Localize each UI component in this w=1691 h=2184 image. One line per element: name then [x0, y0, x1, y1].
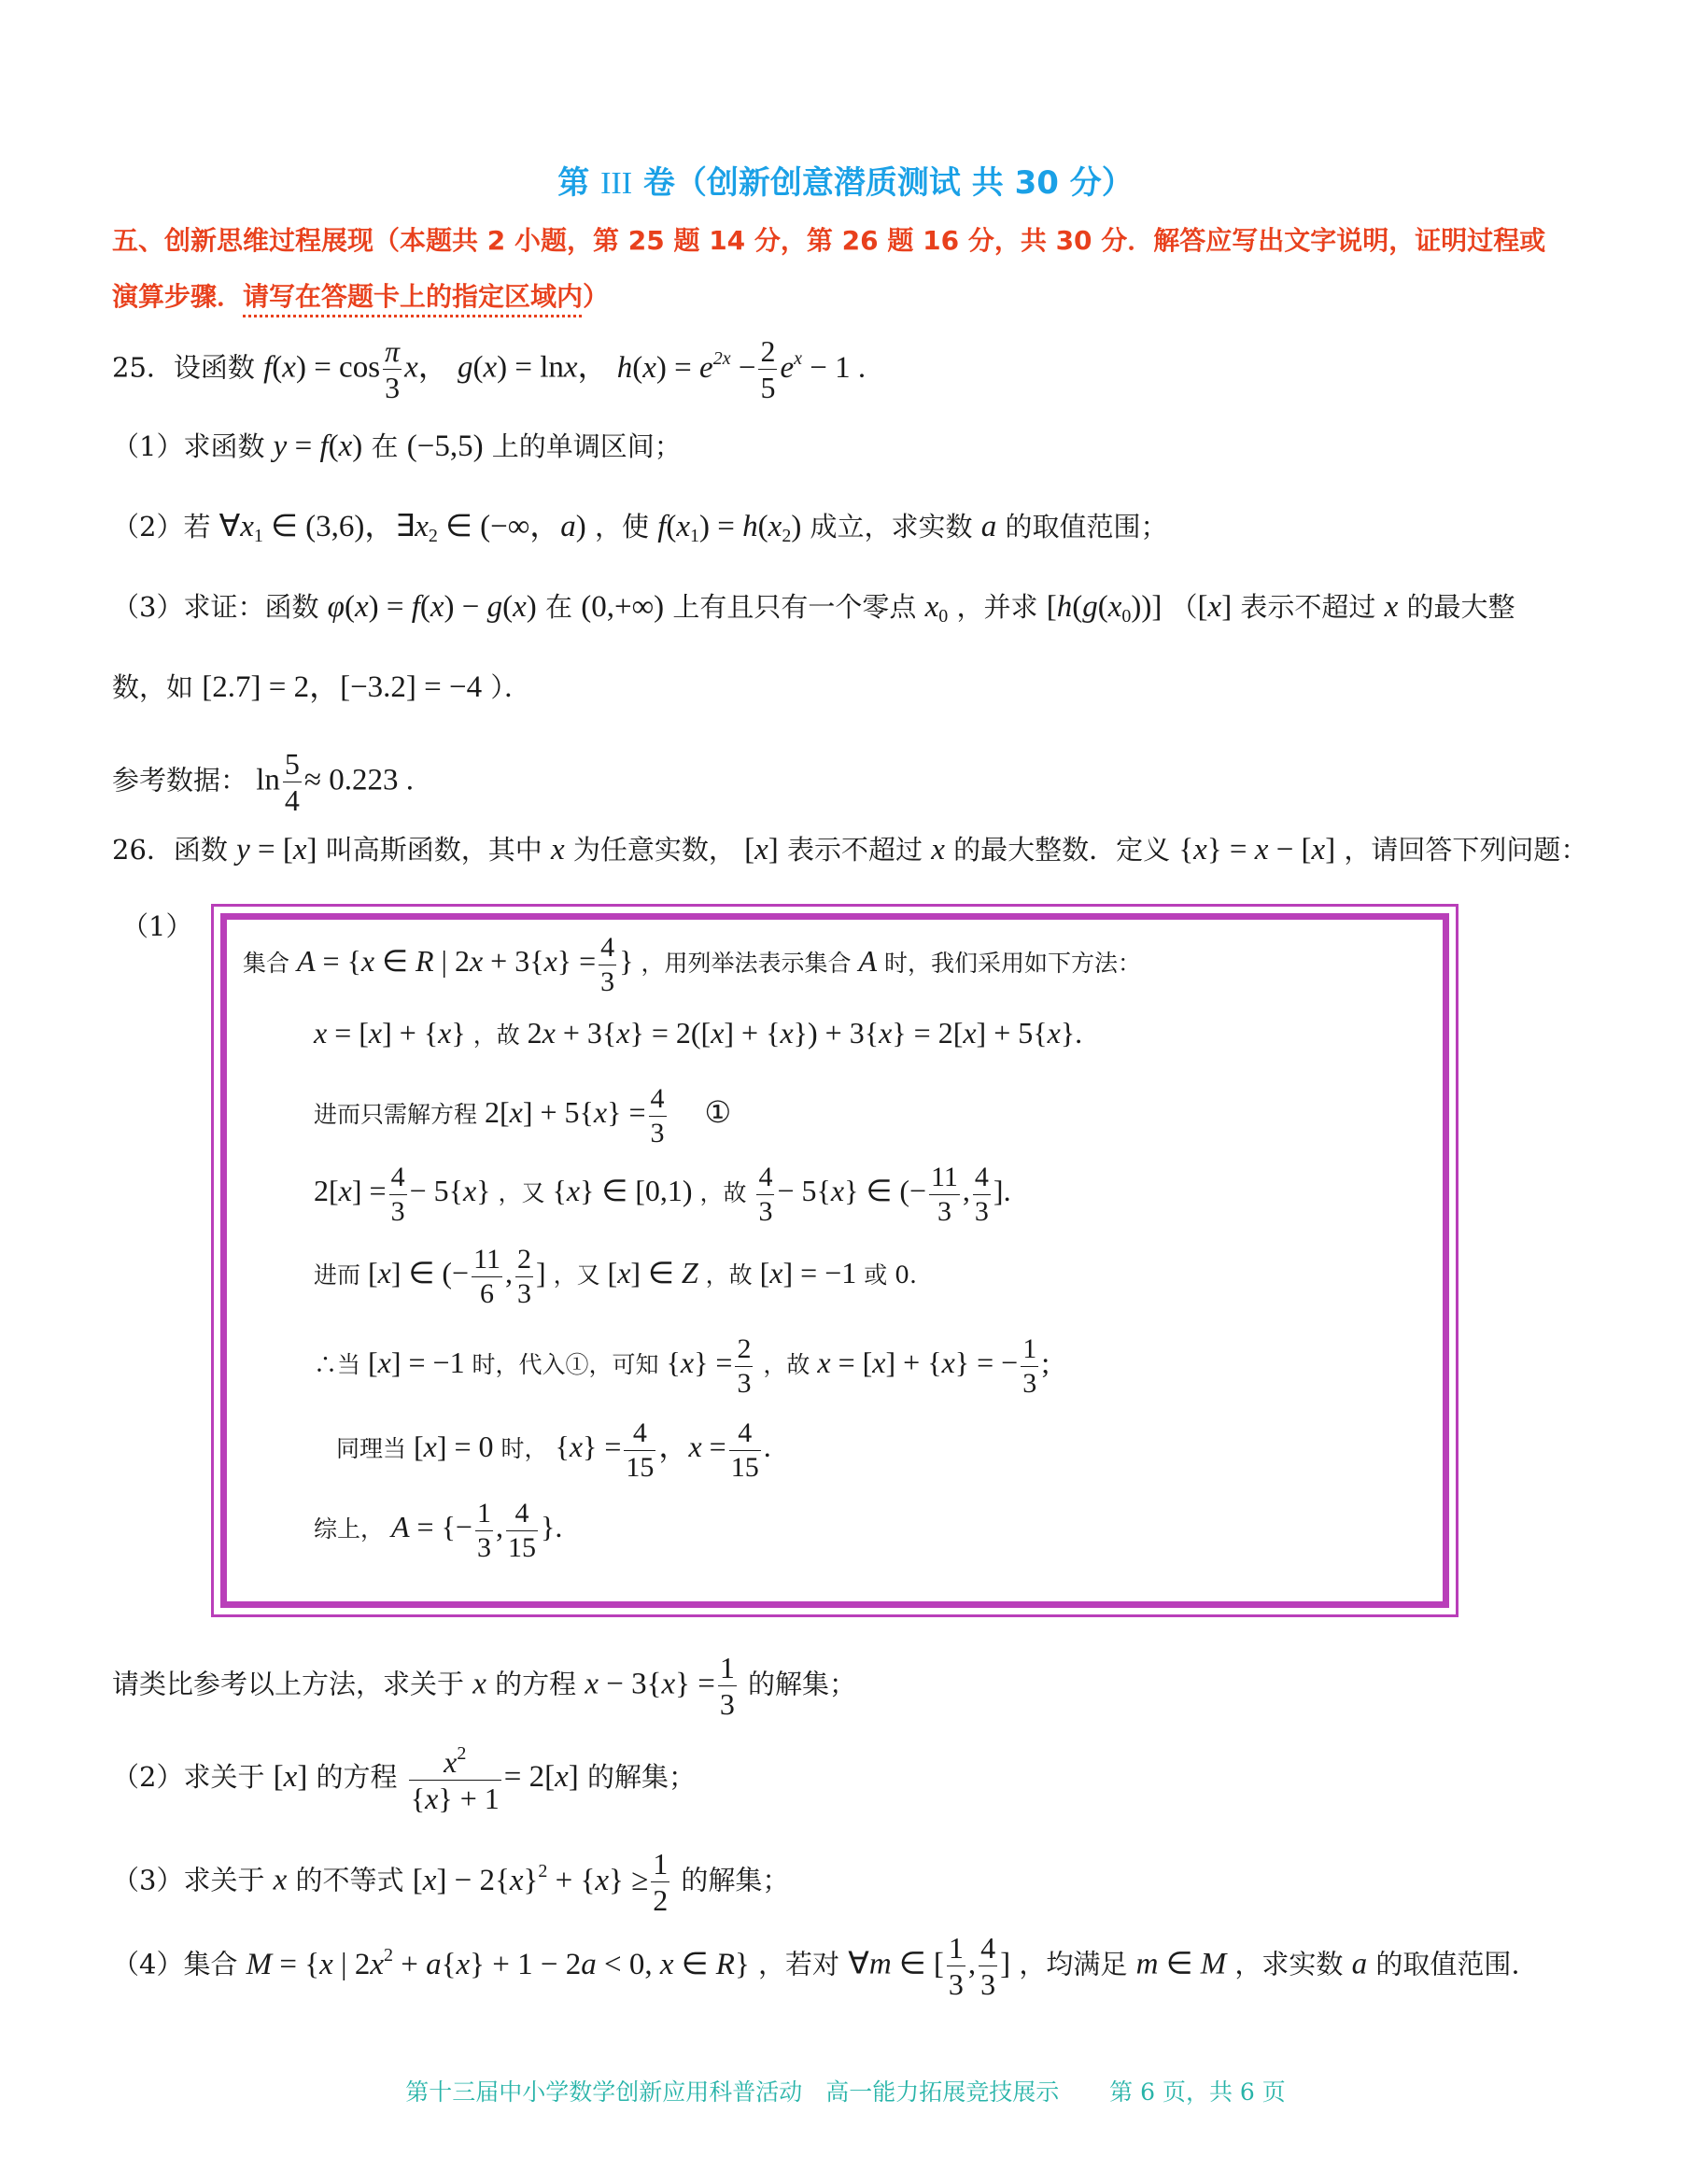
q25-part1: （1）求函数 y = f(x) 在 (−5,5) 上的单调区间；: [112, 430, 682, 463]
g-definition: g(x) = lnx，: [457, 350, 609, 385]
frac-4-3: $\frac{4}{3}$: [974, 1162, 989, 1227]
box-l5-a: 进而: [314, 1261, 361, 1289]
q25-p2-text-b: 成立，求实数: [810, 511, 973, 542]
q25-p1-text-a: 在: [371, 430, 399, 462]
box-line-6: ∴当 [x] = −1 时，代入①，可知 {x} = $\frac{2}{3}$ ，故 x = [x] + {x} = − $\frac{1}{3}$ ;: [314, 1333, 1050, 1399]
q25-part2: （2）若 $\forall x_1$ ∈ (3,6)，$\exists x_2$ ∈ (−∞，a) ，使 $f(x_1) = h(x_2)$ 成立，求实数 a 的取值范围；: [112, 510, 1168, 546]
box-l5-d: 或 0.: [864, 1261, 918, 1289]
q26-p4-label: （4）集合: [112, 1948, 238, 1980]
circle-one-marker: ①: [704, 1095, 732, 1129]
q25-p3-label: （3）求证：函数: [112, 591, 319, 623]
section-instruction-line1: 五、创新思维过程展现（本题共 2 小题，第 25 题 14 分，第 26 题 16 分，共 30 分．解答应写出文字说明，证明过程或: [112, 225, 1546, 256]
f-definition: f(x) = cos: [263, 350, 381, 385]
box-line-8: 综上， A = {− $\frac{1}{3}$ , $\frac{4}{15}$ }.: [314, 1498, 563, 1563]
frac-4-3: $\frac{4}{3}$: [650, 1083, 665, 1148]
box-l5-c: ，故: [705, 1261, 753, 1289]
frac-4-3: $\frac{4}{3}$: [390, 1162, 405, 1227]
box-line-5: 进而 [x] ∈ (− $\frac{11}{6}$ , $\frac{2}{3}$ ] ，又 [x] ∈ Z ，故 [x] = −1 或 0.: [314, 1244, 918, 1309]
analogy-c: 的解集；: [748, 1668, 857, 1700]
q26-p3-label: （3）求关于: [112, 1864, 265, 1896]
q26-part2: （2）求关于 [x] 的方程 $\frac{x^2}{\{x\} + 1}$ = 2[x] 的解集；: [112, 1743, 696, 1815]
q25-stem: 25．设函数 f(x) = cos $\frac{\pi}{3}$ x， g(x) = lnx， $h(x) = e^{2x}$ − $\frac{2}{5}$ $e^x - 1$ .: [112, 334, 867, 404]
analogy-b: 的方程: [495, 1668, 577, 1700]
box-l6-c: ，故: [763, 1351, 810, 1378]
footer-title: 第十三届中小学数学创新应用科普活动 高一能力拓展竞技展示: [405, 2078, 1060, 2106]
box-l1-c: 时，我们采用如下方法：: [883, 950, 1141, 977]
box-line-1: 集合 A = {x ∈ R | 2x + 3{x} = $\frac{4}{3}$ } ，用列举法表示集合 A 时，我们采用如下方法：: [243, 932, 1141, 997]
box-l2-a: ，故: [472, 1022, 520, 1049]
q26-p2-label: （2）求关于: [112, 1761, 265, 1793]
frac-5-4: $\frac{5}{4}$: [284, 747, 300, 817]
box-line-4: 2[x] = $\frac{4}{3}$ − 5{x} ，又 {x} ∈ [0,1) ，故 $\frac{4}{3}$ − 5{x} ∈ (− $\frac{11}{3}$ , $\frac{4}{3}$ ].: [314, 1162, 1011, 1227]
q26-stem-c: 为任意实数，: [572, 834, 736, 866]
q25-p3-text-f: 的最大整: [1406, 591, 1515, 623]
q26-p3-a: 的不等式: [295, 1864, 404, 1896]
frac-11-3: $\frac{11}{3}$: [931, 1162, 958, 1227]
frac-2-5: $\frac{2}{5}$: [760, 334, 776, 404]
box-l3-a: 进而只需解方程: [314, 1101, 478, 1128]
q26-stem-e: 的最大整数．定义: [953, 834, 1171, 866]
frac-1-3: $\frac{1}{3}$: [719, 1651, 735, 1721]
q25-p3-line2-b: ）．: [490, 671, 531, 703]
box-l4-b: ，故: [699, 1179, 747, 1206]
box-l7-b: 时，: [500, 1435, 548, 1462]
instruction-part-a: 演算步骤．: [112, 281, 244, 312]
frac-1-3: $\frac{1}{3}$: [476, 1498, 491, 1563]
box-l5-b: ，又: [553, 1261, 600, 1289]
instruction-part-c: ）: [583, 281, 610, 312]
box-l8-a: 综上，: [314, 1515, 385, 1543]
footer-page-number: 第 6 页，共 6 页: [1109, 2078, 1286, 2106]
h-definition: $h(x) = e^{2x}$ −: [616, 347, 756, 385]
instruction-emphasis: 请写在答题卡上的指定区域内: [243, 281, 584, 312]
q25-p3-text-e: 表示不超过: [1240, 591, 1376, 623]
box-line-2: x = [x] + {x} ，故 2x + 3{x} = 2([x] + {x}) + 3{x} = 2[x] + 5{x}.: [314, 1016, 1083, 1050]
q25-reference: 参考数据： ln $\frac{5}{4}$ ≈ 0.223 .: [112, 747, 415, 817]
box-l1-b: ，用列举法表示集合: [641, 950, 852, 977]
q25-p3-text-d: （: [1170, 591, 1198, 623]
frac-1-3: $\frac{1}{3}$: [1022, 1333, 1037, 1399]
frac-x2-over-fx1: $\frac{x^2}{\{x\} + 1}$: [410, 1743, 500, 1815]
q25-part3: （3）求证：函数 φ(x) = f(x) − g(x) 在 (0,+∞) 上有且只有一个零点 $x_0$ ，并求 $[h(g(x_0))]$ （[x] 表示不超过 x 的最大整: [112, 590, 1515, 627]
ref-label: 参考数据：: [112, 764, 248, 796]
box-line-3: 进而只需解方程 2[x] + 5{x} = $\frac{4}{3}$ ①: [314, 1083, 732, 1148]
q26-p4-a: ，若对: [758, 1948, 840, 1980]
q26-stem-d: 表示不超过: [786, 834, 923, 866]
box-l1-a: 集合: [243, 950, 290, 977]
box-line-7: 同理当 [x] = 0 时， {x} = $\frac{4}{15}$ ，x = $\frac{4}{15}$ .: [336, 1417, 771, 1483]
q25-p3-text-b: 上有且只有一个零点: [672, 591, 917, 623]
q26-p4-d: 的取值范围.: [1375, 1948, 1520, 1980]
section-title: [0, 157, 1691, 203]
q25-p3-text-a: 在: [545, 591, 573, 623]
frac-2-3: $\frac{2}{3}$: [737, 1333, 752, 1399]
page-footer: [0, 2074, 1691, 2107]
frac-4-3: $\frac{4}{3}$: [758, 1162, 773, 1227]
q26-stem-a: 26．函数: [112, 834, 228, 866]
q26-p2-a: 的方程: [316, 1761, 398, 1793]
frac-4-3: $\frac{4}{3}$: [600, 932, 615, 997]
frac-4-15: $\frac{4}{15}$: [507, 1498, 536, 1563]
section-instruction-line2: [112, 276, 609, 314]
analogy-a: 请类比参考以上方法，求关于: [112, 1668, 465, 1700]
q26-part1-task: 请类比参考以上方法，求关于 x 的方程 x − 3{x} = $\frac{1}{3}$ 的解集；: [112, 1651, 857, 1721]
frac-11-6: $\frac{11}{6}$: [473, 1244, 500, 1309]
q26-part3: （3）求关于 x 的不等式 $[x] - 2\{x\}^2 + \{x\}$ ≥ $\frac{1}{2}$ 的解集；: [112, 1847, 790, 1917]
frac-1-2: $\frac{1}{2}$: [653, 1847, 669, 1917]
q26-stem-b: 叫高斯函数，其中: [325, 834, 543, 866]
title-roman: III: [600, 166, 633, 201]
frac-4-15: $\frac{4}{15}$: [626, 1417, 655, 1483]
frac-4-15: $\frac{4}{15}$: [730, 1417, 759, 1483]
box-l6-a: ∴当: [314, 1351, 361, 1378]
q25-part3-cont: 数，如 [2.7] = 2，[−3.2] = −4 ）．: [112, 670, 531, 704]
q26-stem: 26．函数 y = [x] 叫高斯函数，其中 x 为任意实数， [x] 表示不超过 x 的最大整数．定义 {x} = x − [x] ，请回答下列问题：: [112, 833, 1588, 867]
q26-part4: （4）集合 M = {x | $2x^2 + a\{x\} + 1 - 2a < 0$, x ∈ R} ，若对 ∀m ∈ [ $\frac{1}{3}$ , $\frac{4}{3}$ ] ，均满足 m ∈ M ，求实数 a 的取值范围.: [112, 1931, 1520, 2001]
box-l7-a: 同理当: [336, 1435, 407, 1462]
q25-prefix: 25．设函数: [112, 351, 255, 384]
q26-stem-f: ，请回答下列问题：: [1344, 834, 1588, 866]
title-post: 卷（创新创意潜质测试 共 30 分）: [632, 164, 1134, 202]
box-l4-a: ，又: [498, 1179, 545, 1206]
title-pre: 第: [557, 164, 601, 202]
q25-p1-label: （1）求函数: [112, 430, 265, 462]
q25-p3-line2-a: 数，如: [112, 671, 194, 703]
q25-p2-text-c: 的取值范围；: [1005, 511, 1168, 542]
q25-p1-text-b: 上的单调区间；: [491, 430, 682, 462]
q26-part1-label: （1）: [121, 910, 193, 942]
q26-p4-c: ，求实数: [1234, 1948, 1344, 1980]
ref-value: ≈ 0.223 .: [303, 763, 415, 797]
q26-p3-b: 的解集；: [681, 1864, 790, 1896]
q25-p2-label: （2）若: [112, 511, 211, 542]
q25-p3-text-c: ，并求: [956, 591, 1038, 623]
q26-p4-b: ，均满足: [1019, 1948, 1128, 1980]
q25-p2-text-a: ，使: [594, 511, 649, 542]
frac-1-3: $\frac{1}{3}$: [948, 1931, 964, 2001]
frac-2-3: $\frac{2}{3}$: [516, 1244, 531, 1309]
frac-pi-3: $\frac{\pi}{3}$: [385, 334, 401, 404]
q26-p2-b: 的解集；: [586, 1761, 696, 1793]
box-l6-b: 时，代入①，可知: [472, 1351, 659, 1378]
frac-4-3: $\frac{4}{3}$: [980, 1931, 996, 2001]
